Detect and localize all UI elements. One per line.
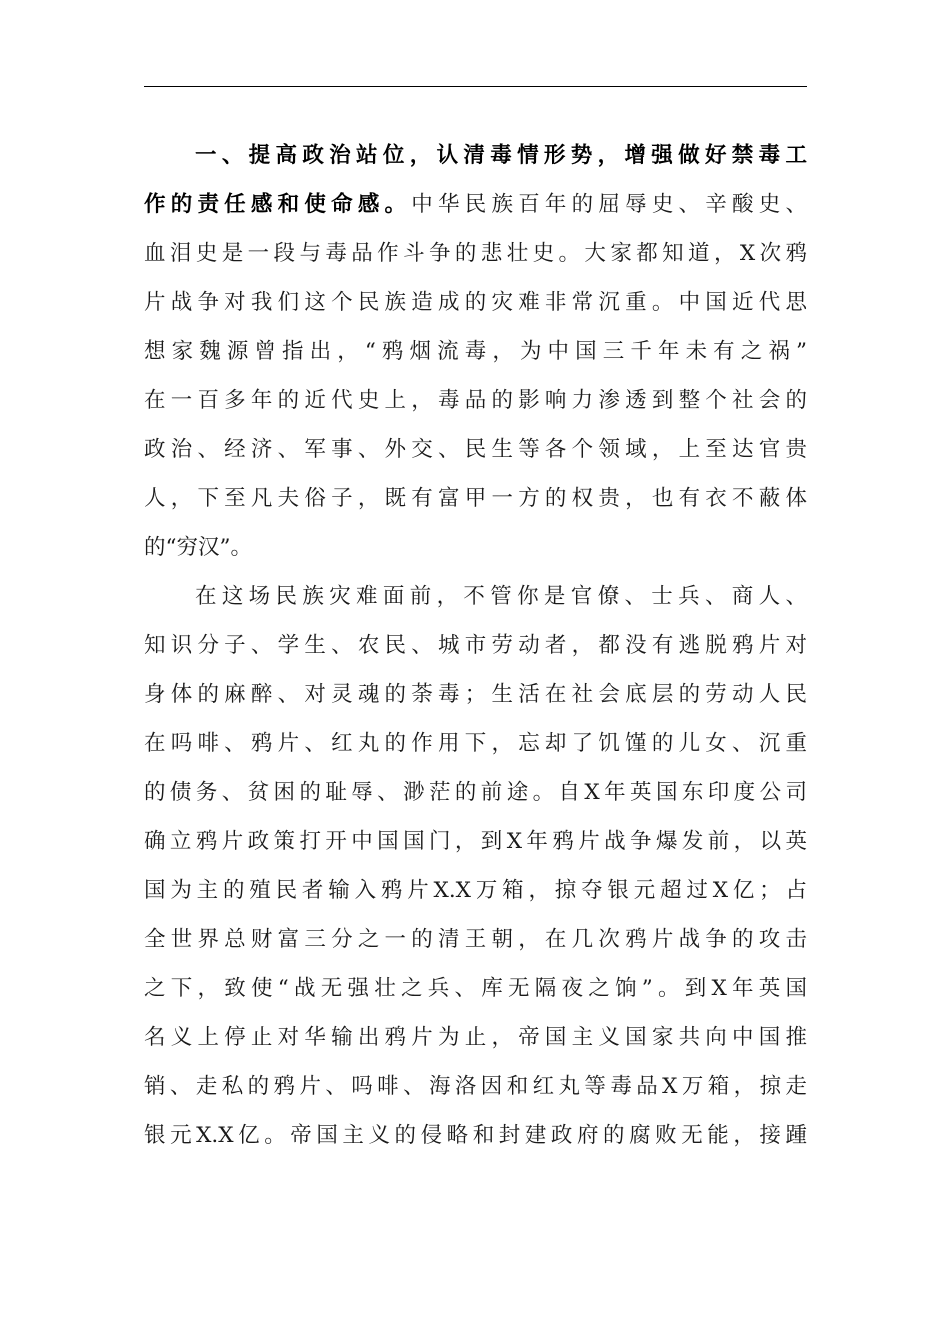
text-line: 的“穷汉”。 bbox=[144, 535, 252, 560]
text-line: 全世界总财富三分之一的清王朝，在几次鸦片战争的攻击 bbox=[144, 927, 807, 952]
text-line: 政治、经济、军事、外交、民生等各个领域，上至达官贵 bbox=[144, 437, 807, 462]
text-line bbox=[144, 131, 807, 180]
section-heading: 作的责任感和使命感。 bbox=[144, 192, 412, 217]
paragraph-2 bbox=[144, 572, 807, 1160]
text-line: 销、走私的鸦片、吗啡、海洛因和红丸等毒品X万箱，掠走 bbox=[144, 1074, 807, 1099]
section-heading: 一、提高政治站位，认清毒情形势，增强做好禁毒工 bbox=[195, 143, 807, 168]
text-line: 身体的麻醉、对灵魂的荼毒；生活在社会底层的劳动人民 bbox=[144, 682, 807, 707]
text-line: 知识分子、学生、农民、城市劳动者，都没有逃脱鸦片对 bbox=[144, 633, 807, 658]
text-line: 名义上停止对华输出鸦片为止，帝国主义国家共向中国推 bbox=[144, 1025, 807, 1050]
header-rule bbox=[144, 86, 807, 87]
text-line: 人，下至凡夫俗子，既有富甲一方的权贵，也有衣不蔽体 bbox=[144, 486, 807, 511]
text-line: 在吗啡、鸦片、红丸的作用下，忘却了饥馑的儿女、沉重 bbox=[144, 731, 807, 756]
paragraph-1 bbox=[144, 131, 807, 572]
line-text: 中华民族百年的屈辱史、辛酸史、 bbox=[411, 192, 807, 217]
text-line: 在这场民族灾难面前，不管你是官僚、士兵、商人、 bbox=[195, 584, 807, 609]
text-line: 之下，致使“战无强壮之兵、库无隔夜之饷”。到X年英国 bbox=[144, 976, 807, 1001]
text-line: 在一百多年的近代史上，毒品的影响力渗透到整个社会的 bbox=[144, 388, 807, 413]
text-line: 的债务、贫困的耻辱、渺茫的前途。自X年英国东印度公司 bbox=[144, 780, 807, 805]
text-line bbox=[144, 180, 807, 229]
text-line: 想家魏源曾指出，“鸦烟流毒，为中国三千年未有之祸” bbox=[144, 339, 807, 364]
body-text bbox=[144, 131, 807, 1160]
text-line: 片战争对我们这个民族造成的灾难非常沉重。中国近代思 bbox=[144, 290, 807, 315]
text-line: 确立鸦片政策打开中国国门，到X年鸦片战争爆发前，以英 bbox=[144, 829, 807, 854]
text-line: 国为主的殖民者输入鸦片X.X万箱，掠夺银元超过X亿；占 bbox=[144, 878, 807, 903]
text-line: 银元X.X亿。帝国主义的侵略和封建政府的腐败无能，接踵 bbox=[144, 1123, 807, 1148]
text-line: 血泪史是一段与毒品作斗争的悲壮史。大家都知道，X次鸦 bbox=[144, 241, 807, 266]
